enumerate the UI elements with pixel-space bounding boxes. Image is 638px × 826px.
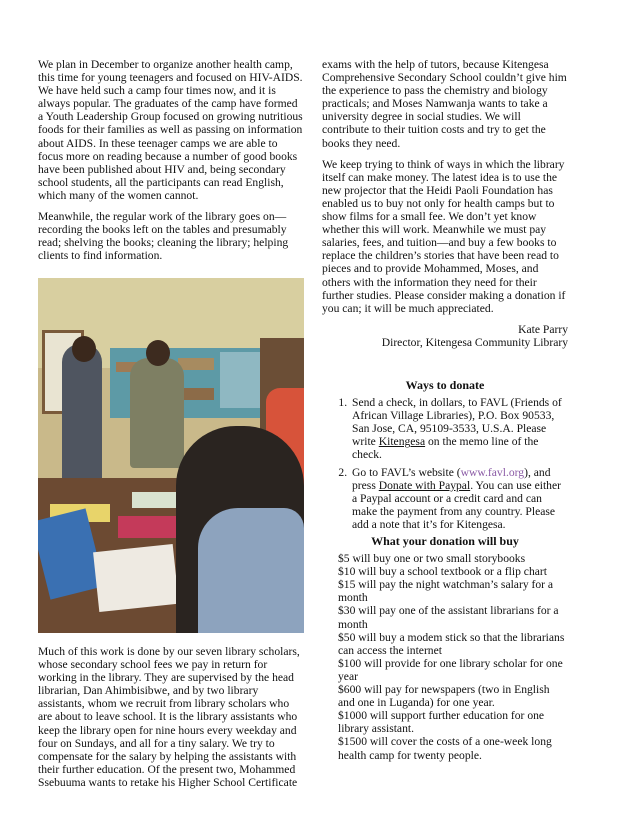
- paragraph-fundraising: We keep trying to think of ways in which the library itself can make money. The latest idea is to use the new projector that the Heidi Paoli Foundation has enabled us to buy not only for health camps but to show films for a small fee. We don’t yet know whether this will work. Meanwhile we must pay salaries, fees, and tuition—and buy a few books to replace the children’s stories that have been read to pieces and to provide Mohammed, Moses, and others with the information they need for their further studies. Please consider making a donation if you can; it will be much appreciated.: [322, 157, 566, 315]
- kitengesa-memo: Kitengesa: [378, 435, 426, 449]
- left-column: [38, 58, 304, 270]
- paragraph-library-scholars: Much of this work is done by our seven library scholars, whose secondary school fees we pay in return for working in the library. They are supervised by the head librarian, Dan Ahimbisibwe, and by two library assistants, whom we recruit from library scholars who are about to leave school. It is the library assistants who keep the library open for nine hours every weekday and four on Sundays, and all for a tiny salary. We try to compensate for the salary by helping the assistants with their further education. Of the present two, Mohammed Ssebuuma wants to retake his Higher School Certificate: [38, 645, 300, 789]
- donation-buys-heading: What your donation will buy: [371, 534, 519, 548]
- donate-list: [322, 396, 568, 531]
- signature-title: Director, Kitengesa Community Library: [381, 335, 568, 349]
- paragraph-library-work: Meanwhile, the regular work of the library goes on—recording the books left on the tables and presumably read; shelving the books; cleaning the library; helping clients to find information.: [38, 210, 289, 263]
- donation-amounts-list: [338, 552, 568, 762]
- signature-name: Kate Parry: [518, 322, 568, 336]
- donation-item: $100 will provide for one library scholar for one year: [338, 656, 563, 683]
- donation-item: $5 will buy one or two small storybooks: [338, 552, 526, 566]
- donate-paypal-link[interactable]: Donate with Paypal: [378, 478, 471, 492]
- donation-item: $600 will pay for newspapers (two in English and one in Luganda) for one year.: [338, 683, 550, 710]
- paragraph-health-camp: We plan in December to organize another health camp, this time for young teenagers and focused on HIV-AIDS. We have held such a camp four times now, and it is always popular. The graduates of the camp have formed a Youth Leadership Group focused on growing nutritious foods for their families as well as passing on information about AIDS. In these teenager camps we are able to focus more on reading because a number of good books have been published about HIV and, being secondary school students, all the participants can read English, which many of the women cannot.: [38, 58, 303, 202]
- library-photo: [38, 278, 304, 633]
- donation-item: $1000 will support further education for one library assistant.: [338, 709, 545, 736]
- donate-item-website: 2. Go to FAVL’s website (www.favl.org), and press Donate with Paypal. You can use either a Paypal account or a credit card and can make the payment from any country. Please add a note that it’s for Kitengesa.: [350, 466, 568, 531]
- ways-to-donate-heading: Ways to donate: [405, 377, 485, 392]
- right-column: [322, 58, 568, 762]
- donation-item: $1500 will cover the costs of a one-week long health camp for twenty people.: [338, 735, 552, 762]
- left-column-bottom: [38, 645, 304, 797]
- donation-item: $30 will pay one of the assistant librarians for a month: [338, 604, 559, 631]
- paragraph-exams: exams with the help of tutors, because Kitengesa Comprehensive Secondary School couldn’t give him the experience to pass the chemistry and biology practicals; and Moses Namwanja wants to take a university degree in social studies. We will contribute to their tuition costs and try to get the books they need.: [322, 58, 567, 150]
- donation-item: $50 will buy a modem stick so that the librarians can access the internet: [338, 630, 565, 657]
- donate-item-check: 1. Send a check, in dollars, to FAVL (Friends of African Village Libraries), P.O. Box 90533, San Jose, CA, 95109-3533, U.S.A. Please write Kitengesa on the memo line of the check.: [350, 396, 568, 461]
- donation-item: $15 will pay the night watchman’s salary for a month: [338, 578, 554, 605]
- favl-website-link[interactable]: www.favl.org: [460, 465, 525, 479]
- donation-item: $10 will buy a school textbook or a flip chart: [338, 565, 547, 579]
